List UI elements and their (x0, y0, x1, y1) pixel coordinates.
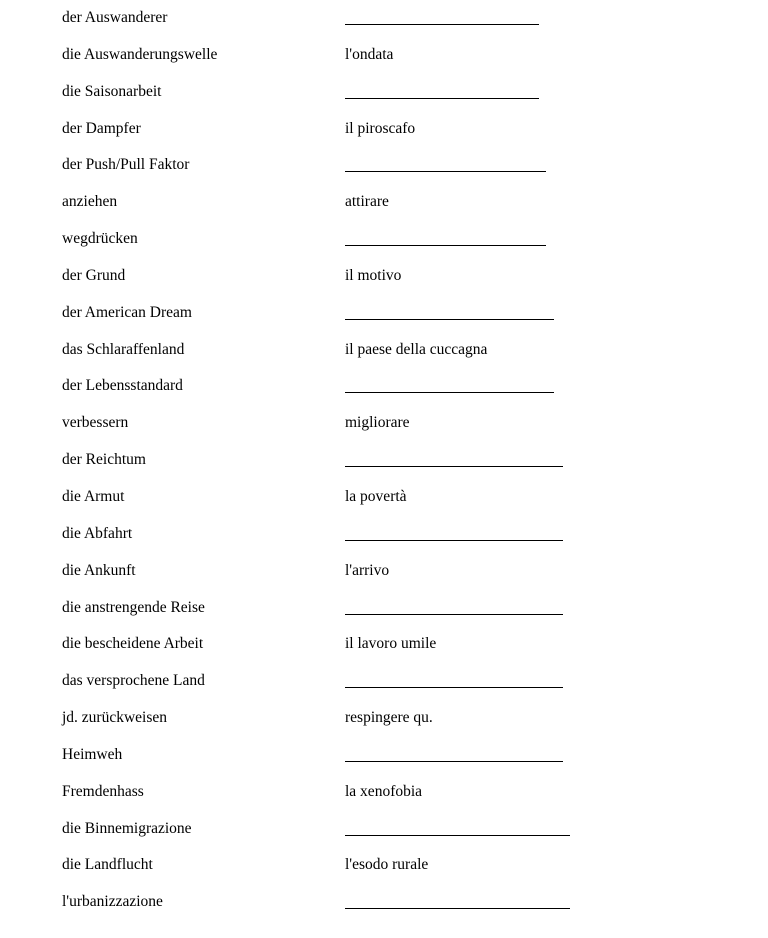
vocab-row (0, 258, 768, 295)
german-term: das Schlaraffenland (62, 340, 185, 358)
german-term: der Lebensstandard (62, 377, 183, 395)
german-term: die Armut (62, 487, 125, 505)
italian-term: l'arrivo (345, 561, 390, 579)
answer-blank-line[interactable] (345, 245, 546, 246)
italian-term: l'esodo rurale (345, 856, 429, 874)
vocab-row (0, 700, 768, 737)
german-term: der Grund (62, 266, 126, 284)
italian-term: l'ondata (345, 45, 394, 63)
german-term: der Auswanderer (62, 9, 168, 26)
vocab-row (0, 774, 768, 811)
answer-blank-line[interactable] (345, 908, 570, 909)
italian-term: attirare (345, 193, 389, 211)
german-term: die Auswanderungswelle (62, 45, 218, 63)
italian-term: il paese della cuccagna (345, 340, 488, 358)
vocab-row (0, 442, 768, 479)
answer-blank-line[interactable] (345, 835, 570, 836)
german-term: die Ankunft (62, 561, 136, 579)
vocab-row (0, 295, 768, 332)
german-term: der Push/Pull Faktor (62, 156, 190, 174)
answer-blank-line[interactable] (345, 98, 539, 99)
answer-blank-line[interactable] (345, 687, 563, 688)
vocab-row (0, 479, 768, 516)
answer-blank-line[interactable] (345, 614, 563, 615)
german-term: l'urbanizzazione (62, 893, 163, 911)
italian-term: la povertà (345, 487, 407, 505)
vocab-row (0, 111, 768, 148)
vocab-row (0, 847, 768, 884)
vocab-row (0, 368, 768, 405)
italian-term: il piroscafo (345, 119, 416, 137)
german-term: die Binnemigrazione (62, 819, 192, 837)
answer-blank-line[interactable] (345, 319, 554, 320)
german-term: Fremdenhass (62, 782, 144, 800)
italian-term: la xenofobia (345, 782, 423, 800)
german-term: jd. zurückweisen (62, 709, 168, 727)
german-term: das versprochene Land (62, 672, 205, 690)
vocab-row (0, 516, 768, 553)
german-term: wegdrücken (62, 230, 138, 248)
vocab-row (0, 37, 768, 74)
answer-blank-line[interactable] (345, 392, 554, 393)
answer-blank-line[interactable] (345, 466, 563, 467)
german-term: die anstrengende Reise (62, 598, 205, 616)
vocab-row (0, 590, 768, 627)
answer-blank-line[interactable] (345, 761, 563, 762)
italian-term: il motivo (345, 266, 402, 284)
german-term: die Abfahrt (62, 524, 133, 542)
vocab-row (0, 626, 768, 663)
vocab-row (0, 184, 768, 221)
vocab-row (0, 405, 768, 442)
german-term: Heimweh (62, 745, 123, 763)
vocab-row (0, 221, 768, 258)
german-term: verbessern (62, 414, 129, 432)
vocab-row (0, 811, 768, 848)
italian-term: migliorare (345, 414, 410, 432)
vocab-row (0, 663, 768, 700)
vocab-row (0, 74, 768, 111)
vocab-row (0, 332, 768, 369)
german-term: der Dampfer (62, 119, 141, 137)
answer-blank-line[interactable] (345, 540, 563, 541)
vocab-row (0, 553, 768, 590)
vocab-row (0, 0, 768, 37)
italian-term: respingere qu. (345, 709, 433, 727)
vocab-row (0, 884, 768, 921)
vocab-row (0, 737, 768, 774)
german-term: die Saisonarbeit (62, 82, 162, 100)
answer-blank-line[interactable] (345, 171, 546, 172)
german-term: die bescheidene Arbeit (62, 635, 204, 653)
german-term: anziehen (62, 193, 118, 211)
italian-term: il lavoro umile (345, 635, 437, 653)
vocab-row (0, 147, 768, 184)
answer-blank-line[interactable] (345, 24, 539, 25)
german-term: die Landflucht (62, 856, 153, 874)
german-term: der American Dream (62, 303, 192, 321)
german-term: der Reichtum (62, 451, 146, 469)
